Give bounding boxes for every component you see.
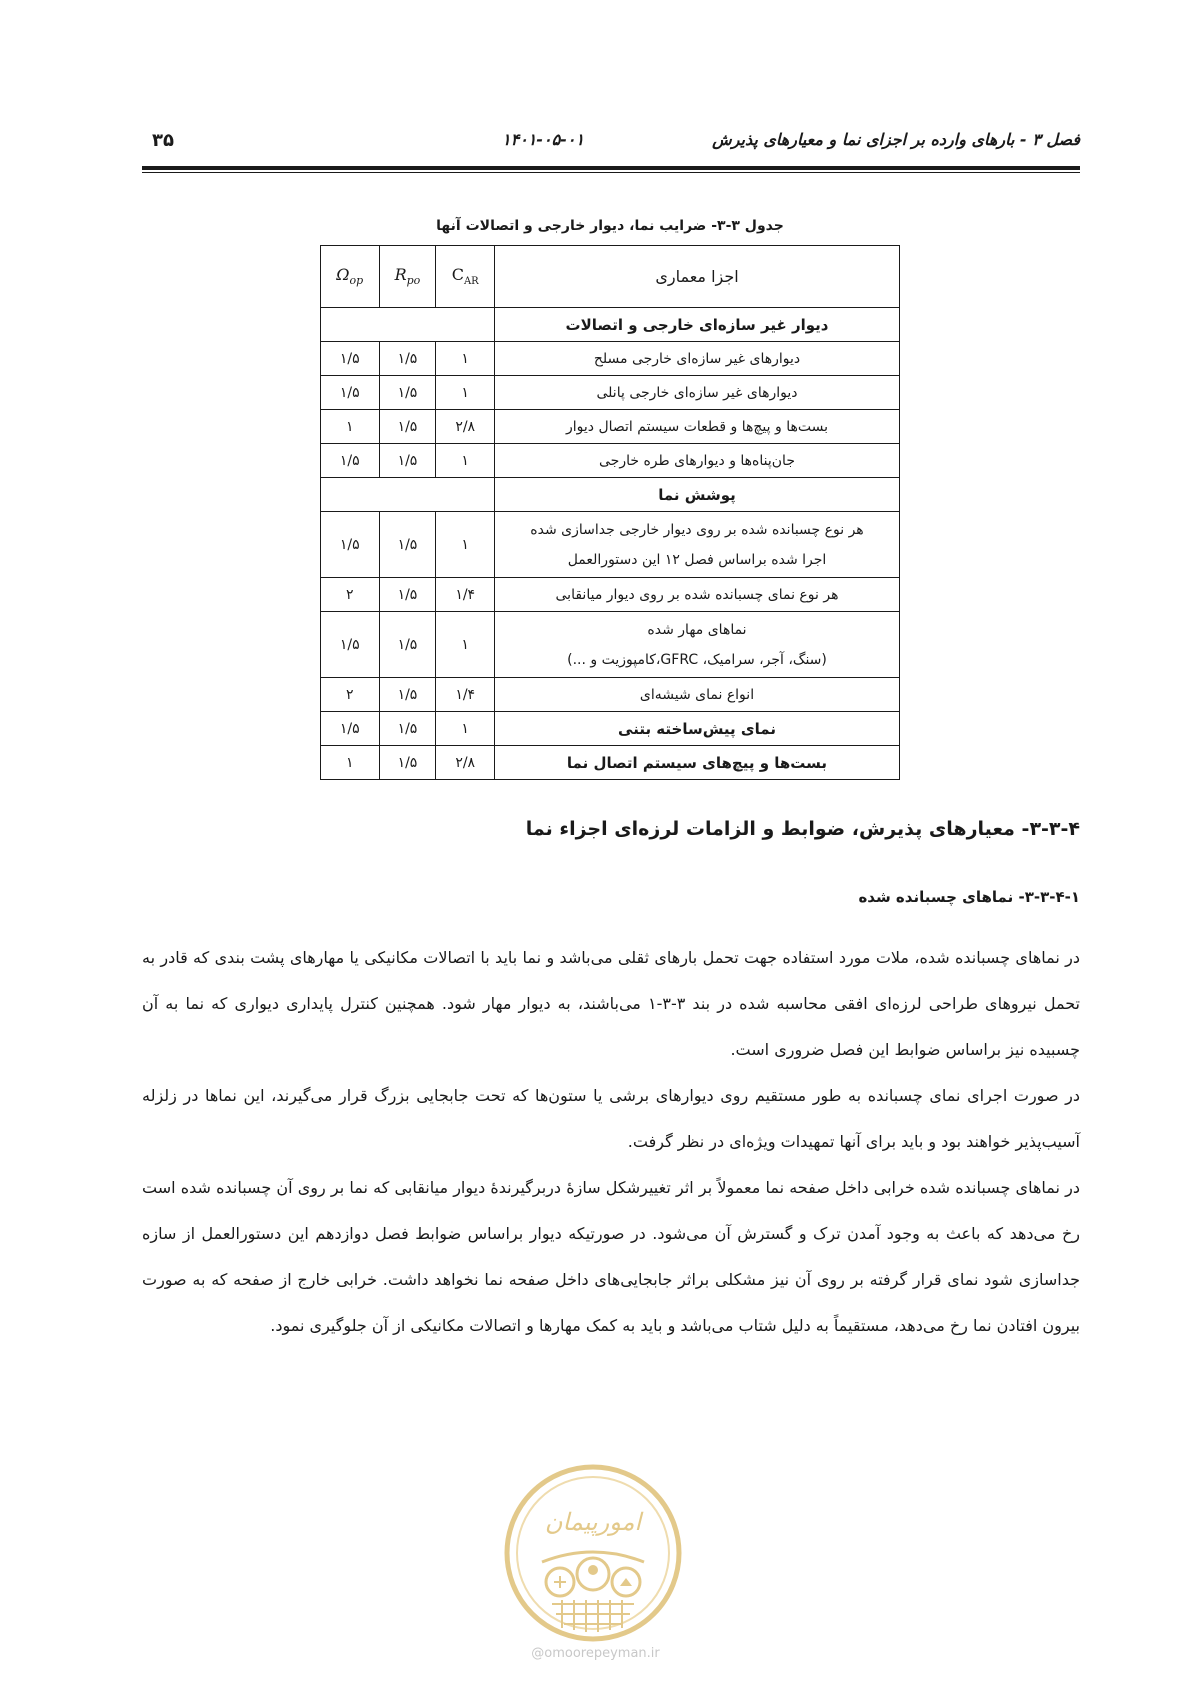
page-number: ۳۵ [152, 130, 174, 151]
section-title: پوشش نما [495, 478, 900, 512]
row-rpo: ۱/۵ [379, 746, 436, 780]
row-desc: بست‌ها و پیچ‌ها و قطعات سیستم اتصال دیوار [495, 410, 900, 444]
paragraph: در نماهای چسبانده شده خرابی داخل صفحه نما معمولاً بر اثر تغییرشکل سازهٔ دربرگیرندهٔ دیوار میانقابی که نما بر روی آن چسبانده شده است رخ می‌دهد که باعث به وجود آمدن ترک و گسترش آن می‌شود. در صورتیکه دیوار براساس ضوابط فصل دوازدهم این دستورالعمل از سازه جداسازی شود نمای قرار گرفته بر روی آن نیز مشکلی براثر جابجایی‌های داخل صفحه نما نخواهد داشت. خرابی خارج از صفحه که به صورت بیرون افتادن نما رخ می‌دهد، مستقیماً به دلیل شتاب می‌باشد و باید به کمک مهارها و اتصالات مکانیکی از آن جلوگیری نمود. [142, 1178, 1080, 1335]
row-desc-line: نماهای مهار شده [647, 621, 747, 638]
row-car: ۱/۴ [436, 678, 495, 712]
row-car: ۱ [436, 712, 495, 746]
header-omega [321, 246, 380, 308]
row-desc: بست‌ها و پیچ‌های سیستم اتصال نما [495, 746, 900, 780]
header-rpo-symbol: R [394, 265, 407, 285]
header-omega-subscript: op [349, 274, 364, 288]
row-car: ۱/۴ [436, 578, 495, 612]
header-rpo [379, 246, 436, 308]
header-rpo-subscript: po [406, 274, 421, 288]
watermark-handle: @omoorepeyman.ir [531, 1646, 660, 1661]
header-rule-thin [142, 172, 1080, 173]
header-rule-thick [142, 166, 1080, 170]
row-rpo: ۱/۵ [379, 612, 436, 678]
table-caption: جدول ۳-۳- ضرایب نما، دیوار خارجی و اتصالات آنها [436, 218, 784, 234]
svg-text:امورپیمان: امورپیمان [544, 1508, 642, 1536]
header-component: اجزا معماری [495, 246, 900, 308]
empty-cell [321, 478, 495, 512]
row-omega: ۲ [321, 578, 380, 612]
table-row [321, 712, 900, 746]
row-omega: ۱/۵ [321, 712, 380, 746]
table-row [321, 376, 900, 410]
paragraph: در صورت اجرای نمای چسبانده به طور مستقیم روی دیوارهای برشی یا ستون‌ها که تحت جابجایی بزرگ قرار می‌گیرند، این نماها در زلزله آسیب‌پذیر خواهند بود و باید برای آنها تمهیدات ویژه‌ای در نظر گرفت. [142, 1086, 1080, 1151]
table-section-row [321, 308, 900, 342]
row-omega: ۲ [321, 678, 380, 712]
header-omega-symbol: Ω [336, 265, 350, 285]
chapter-title: فصل ۳ - بارهای وارده بر اجزای نما و معیارهای پذیرش [712, 130, 1080, 149]
row-desc: جان‌پناه‌ها و دیوارهای طره خارجی [495, 444, 900, 478]
row-car: ۱ [436, 612, 495, 678]
header-car [436, 246, 495, 308]
table-section-row [321, 478, 900, 512]
page-header [142, 130, 1080, 154]
row-desc: انواع نمای شیشه‌ای [495, 678, 900, 712]
row-desc [495, 612, 900, 678]
table-row [321, 678, 900, 712]
table-row [321, 342, 900, 376]
row-desc: نمای پیش‌ساخته بتنی [495, 712, 900, 746]
row-desc: دیوارهای غیر سازه‌ای خارجی مسلح [495, 342, 900, 376]
body-text [142, 935, 1080, 1349]
row-car: ۲/۸ [436, 746, 495, 780]
row-rpo: ۱/۵ [379, 578, 436, 612]
row-rpo: ۱/۵ [379, 410, 436, 444]
row-rpo: ۱/۵ [379, 376, 436, 410]
row-car: ۱ [436, 444, 495, 478]
row-omega: ۱ [321, 410, 380, 444]
header-car-symbol: C [451, 265, 464, 285]
row-car: ۱ [436, 512, 495, 578]
row-car: ۲/۸ [436, 410, 495, 444]
section-heading: ۳-۳-۴- معیارهای پذیرش، ضوابط و الزامات لرزه‌ای اجزاء نما [525, 818, 1080, 840]
table-row [321, 410, 900, 444]
table-row [321, 578, 900, 612]
row-rpo: ۱/۵ [379, 678, 436, 712]
row-omega: ۱/۵ [321, 342, 380, 376]
row-omega: ۱ [321, 746, 380, 780]
table-header-row [321, 246, 900, 308]
document-date: ۱۴۰۱-۰۵-۰۱ [502, 130, 585, 149]
empty-cell [321, 308, 495, 342]
row-desc [495, 512, 900, 578]
coefficients-table [320, 245, 900, 780]
row-rpo: ۱/۵ [379, 342, 436, 376]
row-omega: ۱/۵ [321, 376, 380, 410]
row-omega: ۱/۵ [321, 444, 380, 478]
table-row [321, 612, 900, 678]
row-desc: هر نوع نمای چسبانده شده بر روی دیوار میانقابی [495, 578, 900, 612]
table-row [321, 512, 900, 578]
subsection-heading: ۳-۳-۴-۱- نماهای چسبانده شده [858, 888, 1080, 906]
row-car: ۱ [436, 376, 495, 410]
row-omega: ۱/۵ [321, 512, 380, 578]
row-rpo: ۱/۵ [379, 444, 436, 478]
header-car-subscript: AR [463, 276, 479, 288]
row-rpo: ۱/۵ [379, 712, 436, 746]
row-desc-line: اجرا شده براساس فصل ۱۲ این دستورالعمل [567, 551, 827, 568]
table-row [321, 746, 900, 780]
row-desc: دیوارهای غیر سازه‌ای خارجی پانلی [495, 376, 900, 410]
row-desc-line: (سنگ، آجر، سرامیک، GFRC،کامپوزیت و ...) [567, 651, 827, 668]
row-rpo: ۱/۵ [379, 512, 436, 578]
table-row [321, 444, 900, 478]
section-title: دیوار غیر سازه‌ای خارجی و اتصالات [495, 308, 900, 342]
row-desc-line: هر نوع چسبانده شده بر روی دیوار خارجی جداسازی شده [530, 521, 864, 538]
omoorepeyman-logo-icon [502, 1462, 684, 1644]
row-omega: ۱/۵ [321, 612, 380, 678]
row-car: ۱ [436, 342, 495, 376]
paragraph: در نماهای چسبانده شده، ملات مورد استفاده جهت تحمل بارهای ثقلی می‌باشد و نما باید با اتصالات مکانیکی یا مهارهای پشت بندی که قادر به تحمل نیروهای طراحی لرزه‌ای افقی محاسبه شده در بند ۳-۳-۱ می‌باشند، به دیوار مهار شود. همچنین کنترل پایداری دیواری که نما به آن چسبیده نیز براساس ضوابط این فصل ضروری است. [142, 948, 1080, 1059]
